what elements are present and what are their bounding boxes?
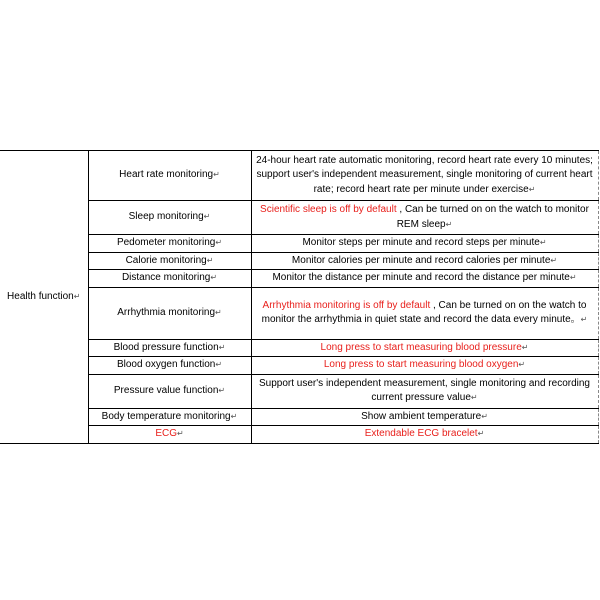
description-text: Extendable ECG bracelet [364, 428, 478, 440]
table-row [0, 408, 598, 426]
return-mark: ↵ [569, 273, 577, 282]
feature-label: Calorie monitoring [125, 254, 207, 266]
description-cell [251, 357, 598, 375]
feature-cell [88, 252, 251, 270]
table-row [0, 201, 598, 235]
return-mark: ↵ [206, 255, 214, 265]
table-row [0, 374, 598, 408]
return-mark: ↵ [518, 360, 526, 369]
return-mark: ↵ [210, 273, 218, 282]
return-mark: ↵ [218, 342, 226, 352]
feature-label: ECG [155, 428, 177, 440]
description-cell [251, 270, 598, 288]
category-cell [0, 151, 88, 444]
description-text: Monitor the distance per minute and record the distance per minute [272, 272, 570, 283]
feature-label: Blood pressure function [113, 341, 219, 353]
feature-cell [88, 426, 251, 444]
description-cell [251, 287, 598, 339]
feature-cell [88, 408, 251, 426]
feature-label: Body temperature monitoring [101, 410, 231, 422]
description-text: Monitor calories per minute and record calories per minute [291, 254, 551, 266]
description-cell [251, 426, 598, 444]
feature-label: Blood oxygen function [116, 359, 216, 370]
description-text: Long press to start measuring blood pressure [320, 341, 522, 353]
return-mark: ↵ [213, 170, 220, 180]
return-mark: ↵ [215, 238, 223, 247]
feature-label: Pedometer monitoring [116, 237, 216, 248]
table-row [0, 151, 598, 201]
feature-cell [88, 374, 251, 408]
return-mark: ↵ [550, 255, 558, 265]
feature-cell [88, 357, 251, 375]
table-row [0, 287, 598, 339]
description-text: Long press to start measuring blood oxygen [323, 359, 519, 370]
return-mark: ↵ [528, 184, 536, 194]
description-cell [251, 252, 598, 270]
description-cell [251, 201, 598, 235]
table-row [0, 357, 598, 375]
feature-cell [88, 151, 251, 201]
description-text: 24-hour heart rate automatic monitoring, record heart rate every 10 minutes; support user's independent measurement, single monitoring of current heart rate; record heart rate per minute under exercise [256, 154, 593, 195]
return-mark: ↵ [481, 411, 488, 421]
description-red-text: Arrhythmia monitoring is off by default [262, 299, 431, 311]
table-row [0, 252, 598, 270]
return-mark: ↵ [580, 315, 588, 324]
table-row [0, 270, 598, 288]
description-cell [251, 408, 598, 426]
feature-cell [88, 270, 251, 288]
description-cell [251, 339, 598, 357]
return-mark: ↵ [215, 307, 222, 317]
return-mark: ↵ [470, 393, 478, 402]
return-mark: ↵ [176, 429, 184, 439]
feature-cell [88, 235, 251, 253]
table-row [0, 426, 598, 444]
feature-label: Distance monitoring [121, 272, 211, 283]
description-text: , Can be turned on on the watch to monitor the arrhythmia in quiet state and record the data every minute。 [261, 299, 587, 325]
category-label: Health function [7, 290, 74, 302]
feature-label: Heart rate monitoring [119, 169, 214, 181]
description-cell [251, 151, 598, 201]
feature-cell [88, 287, 251, 339]
table-row [0, 339, 598, 357]
description-text: Show ambient temperature [361, 410, 482, 422]
return-mark: ↵ [539, 238, 547, 247]
return-mark: ↵ [477, 429, 485, 439]
return-mark: ↵ [203, 212, 211, 222]
health-function-table [0, 150, 599, 444]
feature-label: Pressure value function [113, 384, 219, 396]
return-mark: ↵ [445, 219, 453, 229]
feature-cell [88, 339, 251, 357]
description-cell [251, 235, 598, 253]
return-mark: ↵ [521, 342, 529, 352]
description-red-text: Scientific sleep is off by default [260, 204, 397, 215]
return-mark: ↵ [230, 411, 238, 421]
feature-cell [88, 201, 251, 235]
description-cell [251, 374, 598, 408]
feature-label: Sleep monitoring [128, 211, 204, 223]
feature-label: Arrhythmia monitoring [117, 306, 216, 318]
description-text: Support user's independent measurement, single monitoring and recording current pressure value [259, 377, 590, 403]
return-mark: ↵ [73, 291, 81, 301]
return-mark: ↵ [218, 385, 226, 395]
description-text: Monitor steps per minute and record steps per minute [302, 237, 540, 248]
description-text: , Can be turned on on the watch to monitor REM sleep [396, 204, 589, 230]
return-mark: ↵ [215, 360, 223, 369]
table-row [0, 235, 598, 253]
